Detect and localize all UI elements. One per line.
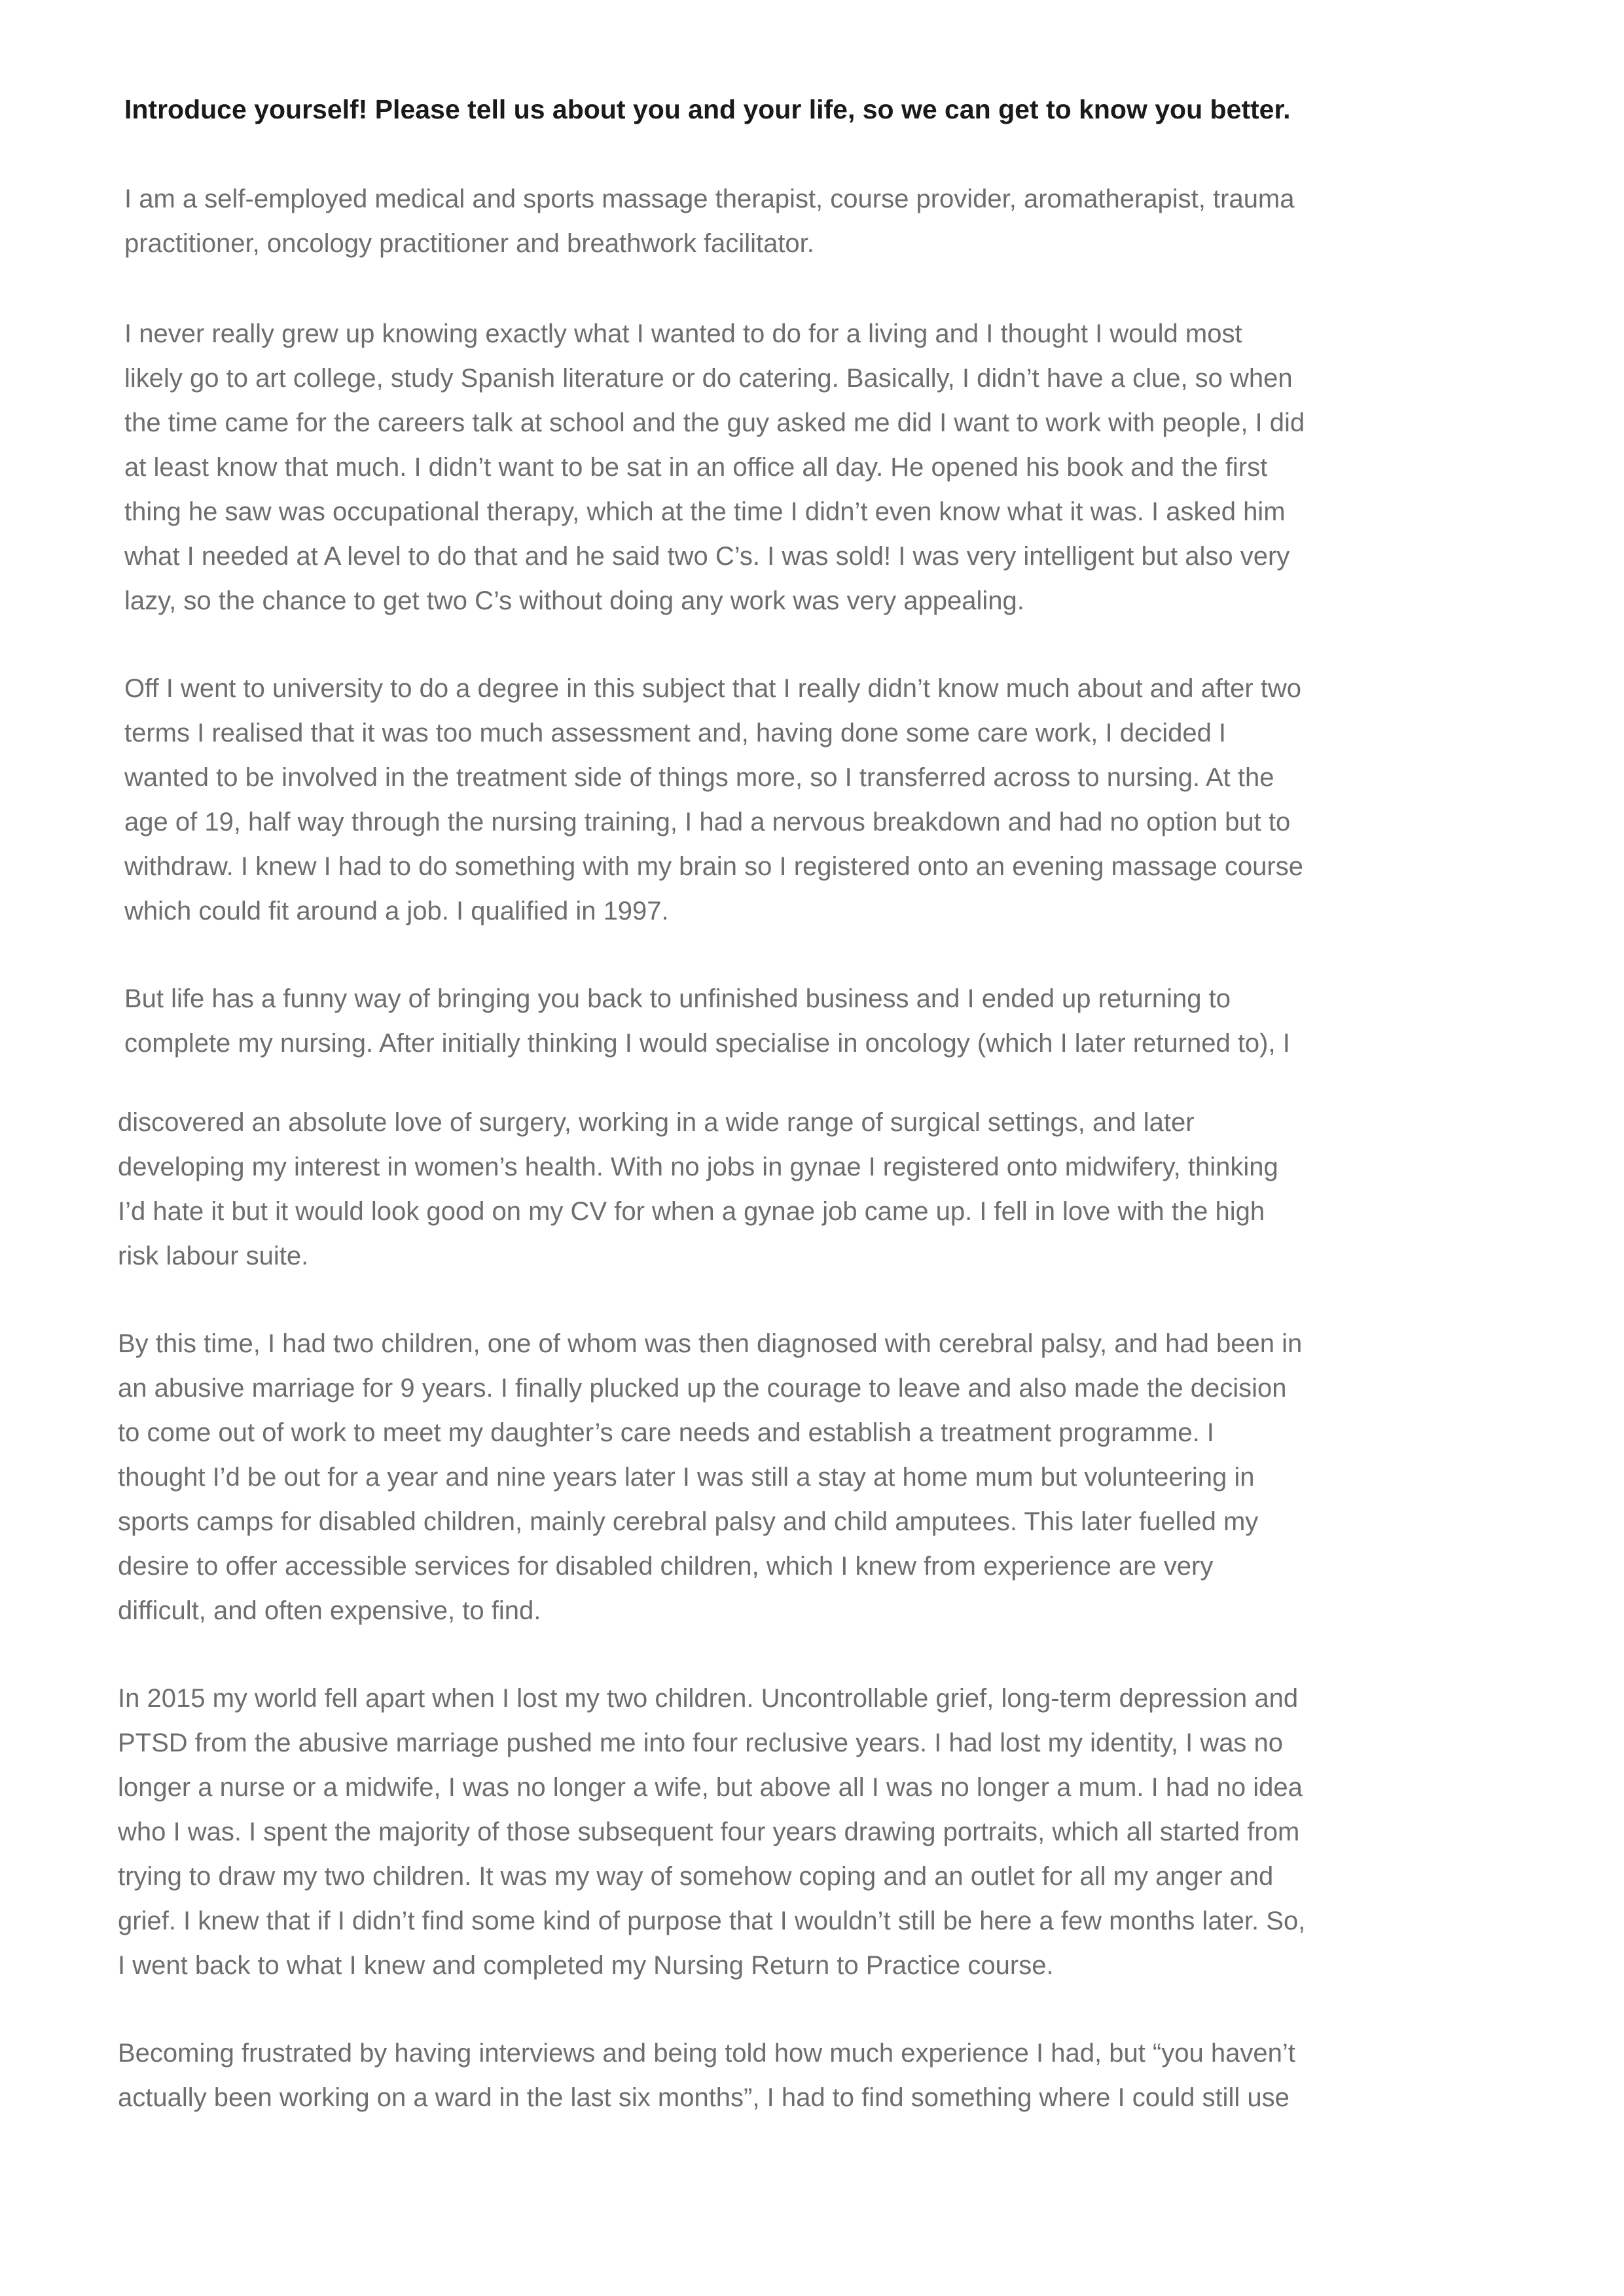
paragraph-7 [118, 1676, 1305, 1988]
text-line: age of 19, half way through the nursing training, I had a nervous breakdown and had no option but to [124, 808, 1291, 836]
text-line: In 2015 my world fell apart when I lost my two children. Uncontrollable grief, long-term depression and [118, 1684, 1299, 1713]
text-line: likely go to art college, study Spanish literature or do catering. Basically, I didn’t have a clue, so when [124, 364, 1293, 393]
text-line: wanted to be involved in the treatment side of things more, so I transferred across to nursing. At the [124, 763, 1274, 792]
text-line: I am a self-employed medical and sports massage therapist, course provider, aromatherapist, trauma [124, 185, 1295, 213]
text-line: which could fit around a job. I qualified in 1997. [124, 897, 669, 925]
text-line: sports camps for disabled children, mainly cerebral palsy and child amputees. This later fuelled my [118, 1507, 1259, 1536]
text-line: I went back to what I knew and completed my Nursing Return to Practice course. [118, 1951, 1054, 1980]
text-line: I’d hate it but it would look good on my CV for when a gynae job came up. I fell in love with the high [118, 1197, 1265, 1226]
paragraph-8 [118, 2031, 1295, 2120]
paragraph-3 [124, 666, 1303, 933]
text-line: By this time, I had two children, one of whom was then diagnosed with cerebral palsy, and had been in [118, 1329, 1303, 1358]
text-line: terms I realised that it was too much assessment and, having done some care work, I decided I [124, 719, 1227, 747]
paragraph-5 [118, 1100, 1278, 1278]
text-line: Off I went to university to do a degree in this subject that I really didn’t know much about and after two [124, 674, 1302, 703]
text-line: developing my interest in women’s health. With no jobs in gynae I registered onto midwifery, thinking [118, 1153, 1278, 1181]
text-line: practitioner, oncology practitioner and breathwork facilitator. [124, 229, 814, 258]
text-line: risk labour suite. [118, 1242, 309, 1270]
text-line: to come out of work to meet my daughter’s care needs and establish a treatment programme. I [118, 1418, 1214, 1447]
text-line: I never really grew up knowing exactly what I wanted to do for a living and I thought I would most [124, 319, 1242, 348]
paragraph-4 [124, 977, 1290, 1066]
text-line: who I was. I spent the majority of those subsequent four years drawing portraits, which all started from [118, 1818, 1300, 1846]
text-line: complete my nursing. After initially thinking I would specialise in oncology (which I later returned to), I [124, 1029, 1290, 1058]
text-line: longer a nurse or a midwife, I was no longer a wife, but above all I was no longer a mum. I had no idea [118, 1773, 1303, 1802]
text-line: But life has a funny way of bringing you back to unfinished business and I ended up returning to [124, 984, 1231, 1013]
question-heading: Introduce yourself! Please tell us about you and your life, so we can get to know you better. [124, 94, 1291, 124]
text-line: the time came for the careers talk at school and the guy asked me did I want to work with people, I did [124, 408, 1305, 437]
text-line: thought I’d be out for a year and nine years later I was still a stay at home mum but volunteering in [118, 1463, 1255, 1492]
text-line: discovered an absolute love of surgery, working in a wide range of surgical settings, and later [118, 1108, 1195, 1137]
text-line: PTSD from the abusive marriage pushed me into four reclusive years. I had lost my identity, I was no [118, 1729, 1284, 1757]
text-line: trying to draw my two children. It was my way of somehow coping and an outlet for all my anger and [118, 1862, 1274, 1891]
text-line: lazy, so the chance to get two C’s without doing any work was very appealing. [124, 586, 1024, 615]
text-line: grief. I knew that if I didn’t find some kind of purpose that I wouldn’t still be here a few months later. So, [118, 1907, 1306, 1935]
paragraph-2 [124, 312, 1305, 623]
text-line: actually been working on a ward in the last six months”, I had to find something where I could still use [118, 2083, 1290, 2112]
text-line: desire to offer accessible services for disabled children, which I knew from experience are very [118, 1552, 1214, 1581]
text-line: thing he saw was occupational therapy, which at the time I didn’t even know what it was. I asked him [124, 497, 1286, 526]
text-line: what I needed at A level to do that and he said two C’s. I was sold! I was very intelligent but also very [124, 542, 1290, 571]
paragraph-6 [118, 1321, 1302, 1633]
paragraph-1 [124, 177, 1295, 266]
text-line: Becoming frustrated by having interviews and being told how much experience I had, but “you haven’t [118, 2039, 1295, 2068]
text-line: an abusive marriage for 9 years. I finally plucked up the courage to leave and also made the decision [118, 1374, 1287, 1403]
text-line: withdraw. I knew I had to do something with my brain so I registered onto an evening massage course [124, 852, 1303, 881]
text-line: at least know that much. I didn’t want to be sat in an office all day. He opened his book and the first [124, 453, 1268, 482]
text-line: difficult, and often expensive, to find. [118, 1596, 541, 1625]
